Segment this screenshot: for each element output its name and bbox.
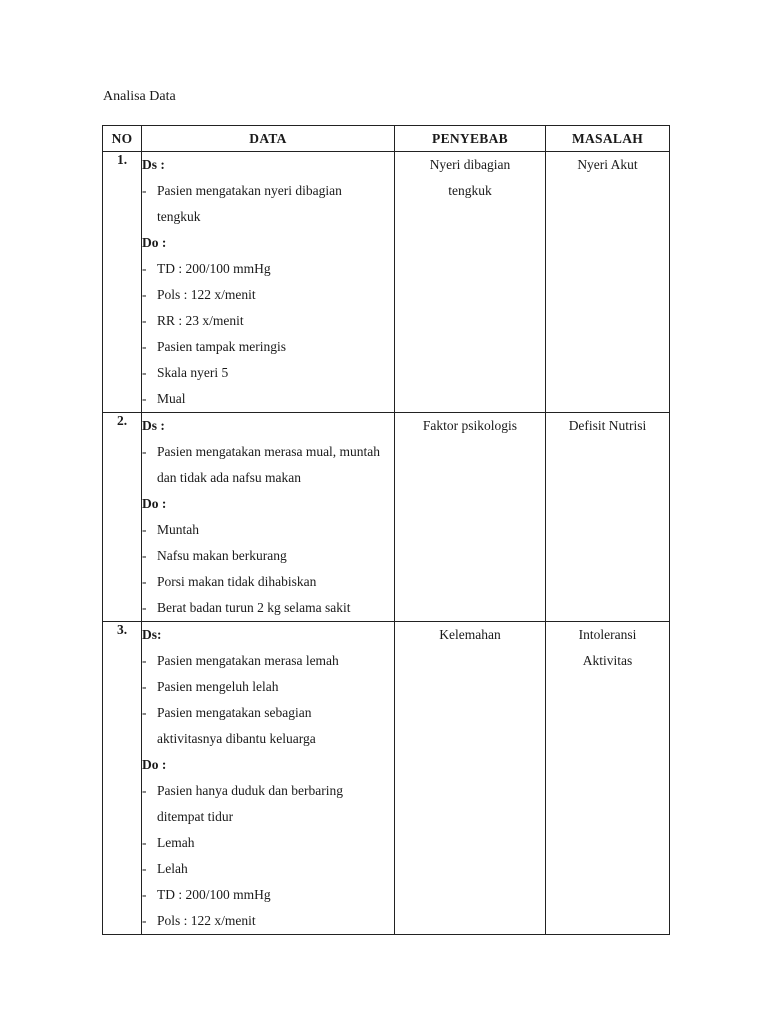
list-item: - Pasien hanya duduk dan berbaring ditempat tidur (142, 783, 343, 824)
objective-label: Do : (142, 496, 167, 511)
list-item: - Mual (142, 391, 186, 406)
list-item: - TD : 200/100 mmHg (142, 261, 271, 276)
row-cause: Kelemahan (395, 622, 546, 935)
subjective-label: Ds : (142, 418, 165, 433)
row-data (142, 413, 395, 622)
list-item: - Muntah (142, 522, 199, 537)
page-title: Analisa Data (103, 89, 176, 104)
list-item: - Berat badan turun 2 kg selama sakit (142, 600, 351, 615)
table-header-row (103, 126, 670, 152)
list-item: - Pasien mengatakan sebagian aktivitasnya dibantu keluarga (142, 705, 316, 746)
analysis-table (102, 125, 670, 935)
objective-label: Do : (142, 757, 167, 772)
list-item: - Skala nyeri 5 (142, 365, 229, 380)
list-item: - Pasien mengeluh lelah (142, 679, 279, 694)
row-cause: Faktor psikologis (395, 413, 546, 622)
list-item: - TD : 200/100 mmHg (142, 887, 271, 902)
table-row (103, 622, 670, 935)
list-item: - Pasien mengatakan merasa mual, muntah dan tidak ada nafsu makan (142, 444, 381, 485)
table-row (103, 413, 670, 622)
list-item: - Porsi makan tidak dihabiskan (142, 574, 317, 589)
header-cause: PENYEBAB (395, 126, 546, 152)
row-problem: Defisit Nutrisi (546, 413, 670, 622)
list-item: - Lelah (142, 861, 188, 876)
list-item: - Nafsu makan berkurang (142, 548, 287, 563)
row-number: 3. (103, 622, 142, 935)
subjective-label: Ds : (142, 157, 165, 172)
row-data (142, 152, 395, 413)
list-item: - Pols : 122 x/menit (142, 913, 256, 928)
row-number: 2. (103, 413, 142, 622)
list-item: - Lemah (142, 835, 195, 850)
header-no: NO (103, 126, 142, 152)
row-problem: Intoleransi Aktivitas (546, 622, 670, 935)
list-item: - Pasien mengatakan nyeri dibagian tengkuk (142, 183, 342, 224)
list-item: - RR : 23 x/menit (142, 313, 244, 328)
table-row (103, 152, 670, 413)
objective-label: Do : (142, 235, 167, 250)
list-item: - Pasien mengatakan merasa lemah (142, 653, 339, 668)
row-data (142, 622, 395, 935)
row-number: 1. (103, 152, 142, 413)
row-problem: Nyeri Akut (546, 152, 670, 413)
subjective-label: Ds: (142, 627, 162, 642)
list-item: - Pols : 122 x/menit (142, 287, 256, 302)
header-problem: MASALAH (546, 126, 670, 152)
list-item: - Pasien tampak meringis (142, 339, 286, 354)
header-data: DATA (142, 126, 395, 152)
row-cause: Nyeri dibagian tengkuk (395, 152, 546, 413)
